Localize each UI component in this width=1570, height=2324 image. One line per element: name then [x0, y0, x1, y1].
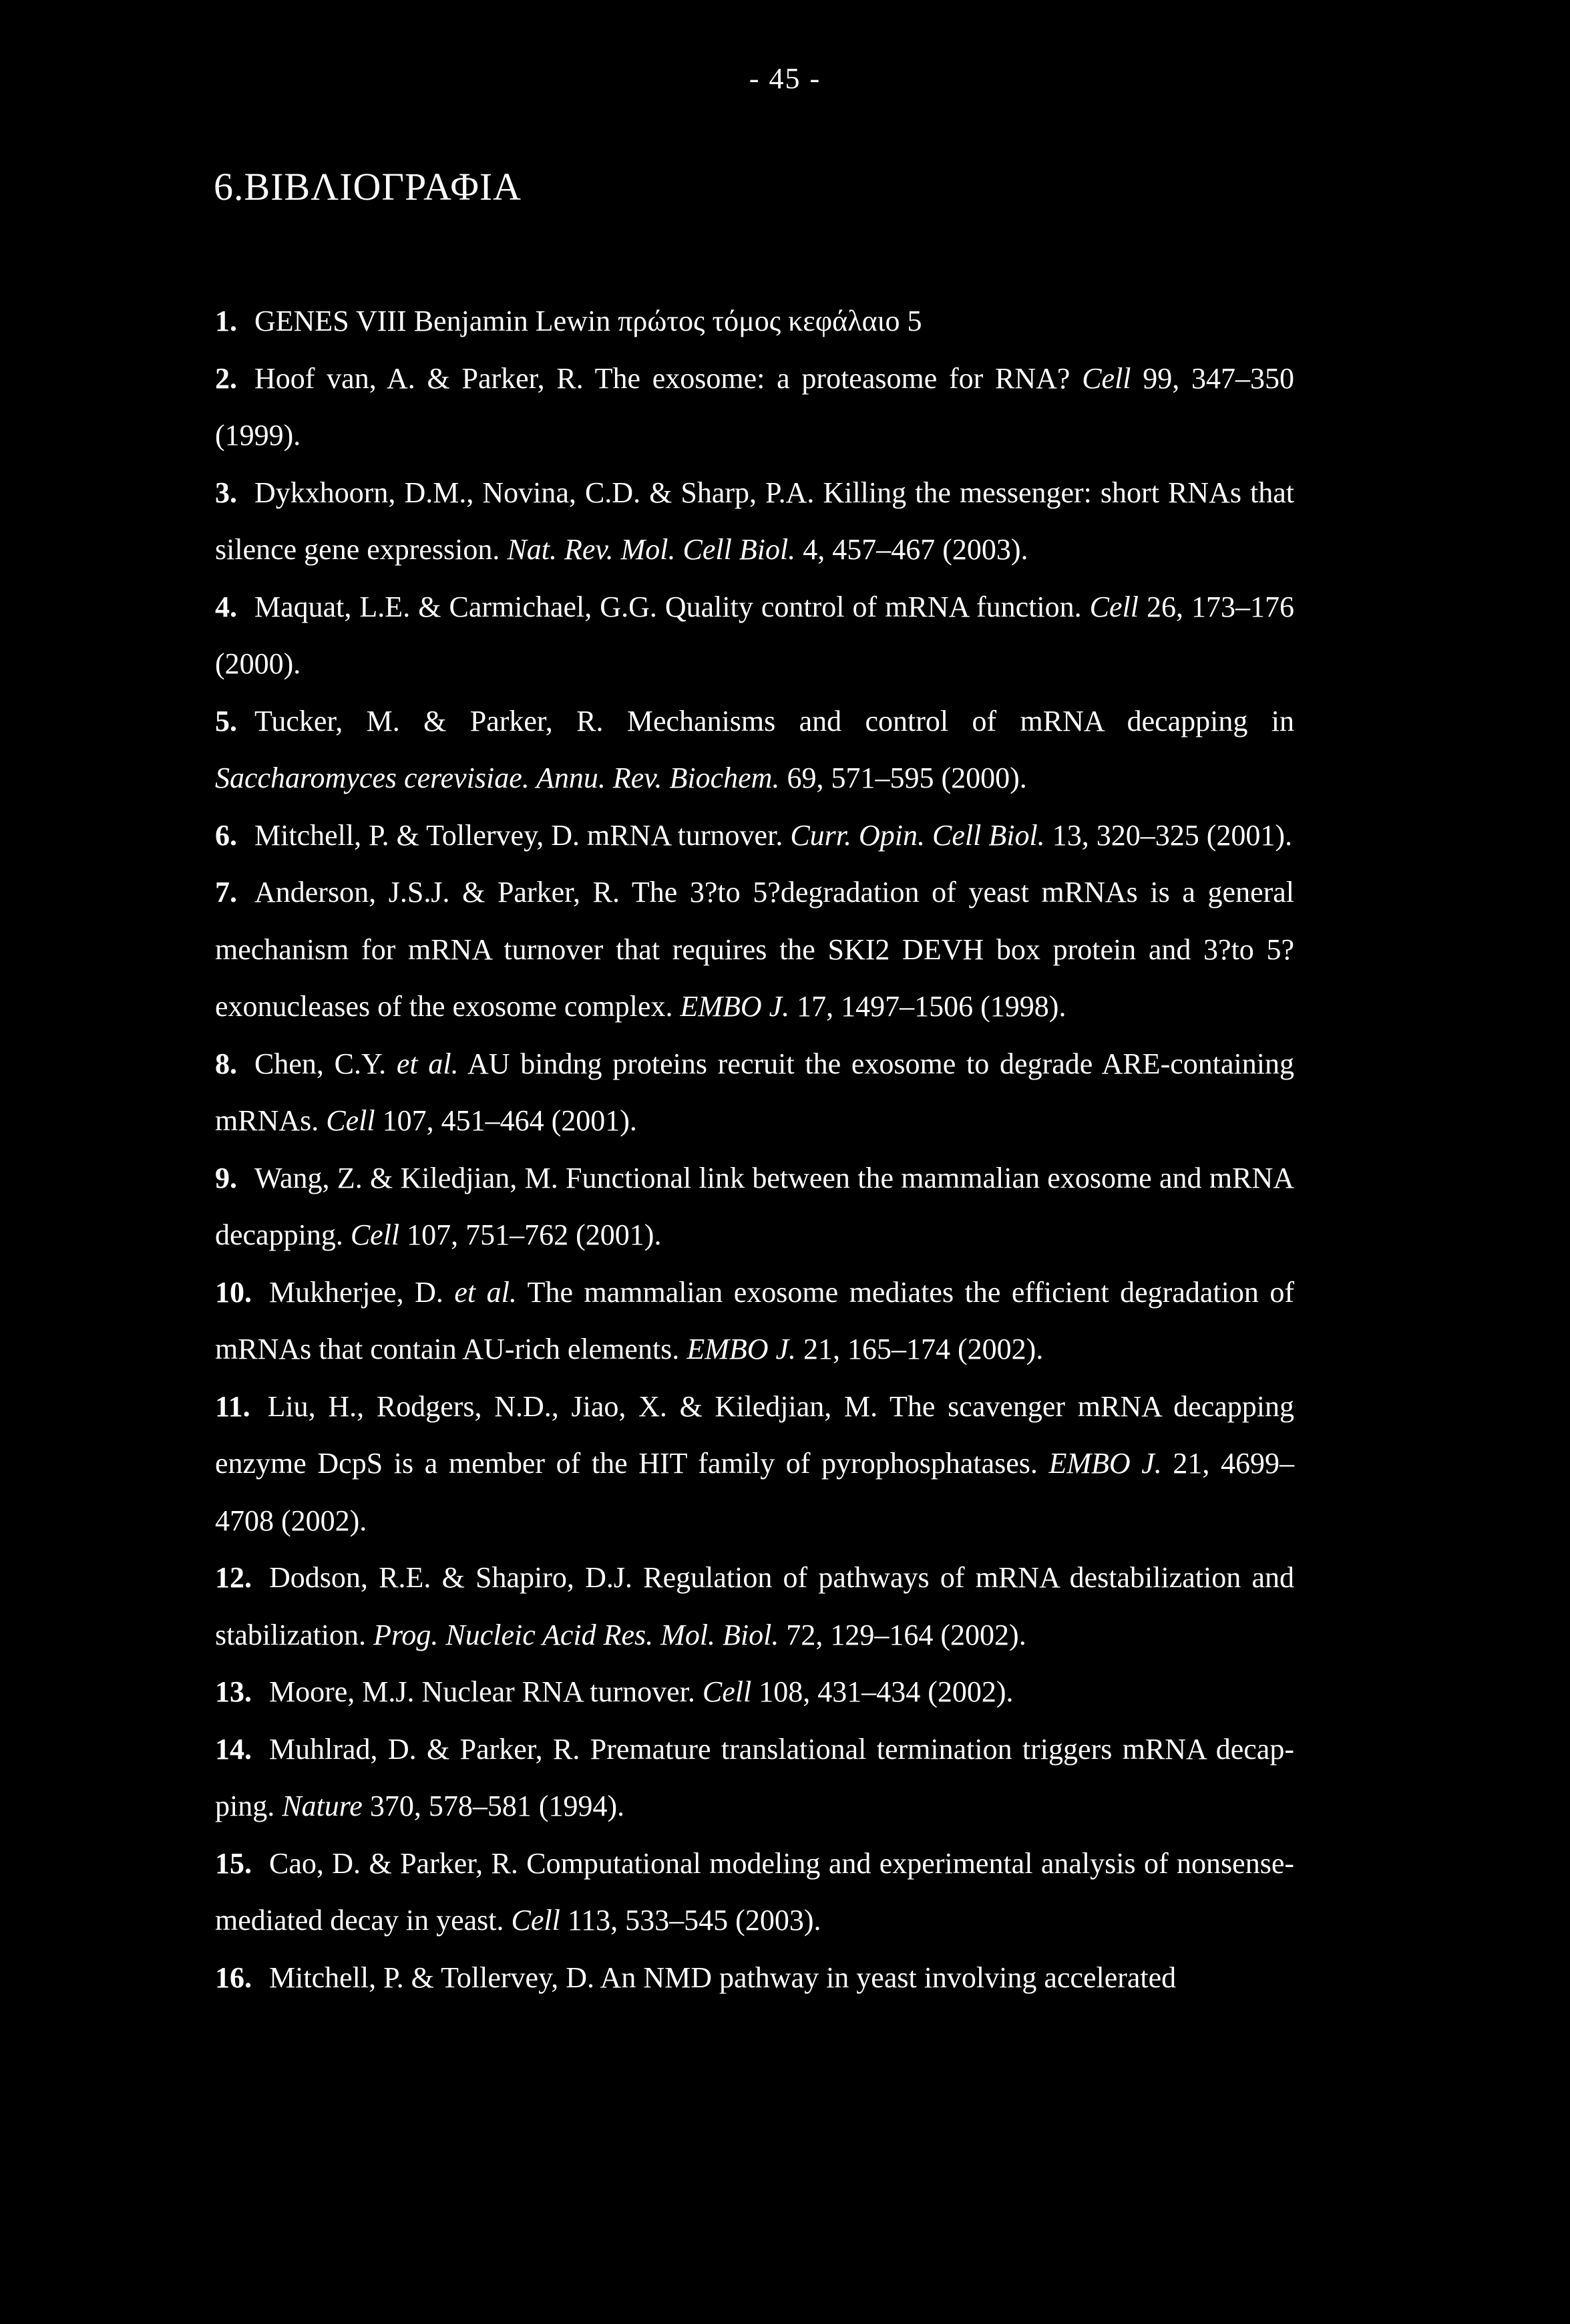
reference-item [215, 1663, 1294, 1721]
reference-text: 99, 347–350 (1999). [215, 361, 1295, 452]
reference-item [215, 1035, 1294, 1150]
reference-item [215, 807, 1294, 864]
reference-text: The mammalian exosome mediates the efficient degradation of mRNAs that contain AU-rich elements. [215, 1275, 1295, 1365]
reference-item [215, 1378, 1294, 1550]
reference-item [215, 1949, 1294, 2007]
reference-text: Moore, M.J. Nuclear RNA turnover. [269, 1675, 703, 1708]
reference-number: 12. [215, 1561, 252, 1594]
reference-journal-italic: Nat. Rev. Mol. Cell Biol. [507, 533, 796, 566]
reference-text: Dodson, R.E. & Shapiro, D.J. Regulation of pathways of mRNA destabilization and stabilization. [215, 1561, 1294, 1651]
reference-text: Maquat, L.E. & Carmichael, G.G. Quality control of mRNA function. [254, 590, 1090, 623]
reference-journal-italic: Cell [511, 1904, 560, 1937]
reference-number: 10. [215, 1275, 252, 1309]
reference-text: Anderson, J.S.J. & Parker, R. The 3?to 5?degradation of yeast mRNAs is a general mechanism for mRNA turnover that requires the SKI2 DEVH box protein and 3?to 5? exonucleases of the exosome complex. [215, 876, 1294, 1023]
reference-journal-italic: Cell [1082, 361, 1131, 395]
reference-text: AU bindng proteins recruit the exosome to degrade ARE-containing mRNAs. [215, 1047, 1294, 1137]
reference-item [215, 293, 1294, 350]
reference-text: 108, 431–434 (2002). [751, 1675, 1014, 1708]
reference-journal-italic: EMBO J. [686, 1333, 797, 1365]
reference-text: 21, 165–174 (2002). [796, 1333, 1044, 1365]
reference-item [215, 350, 1294, 464]
reference-number: 11. [215, 1389, 250, 1423]
reference-text: Mitchell, P. & Tollervey, D. mRNA turnover. [254, 818, 791, 852]
reference-journal-italic: et al. [396, 1047, 459, 1080]
reference-number: 8. [215, 1047, 237, 1080]
reference-text: 21, 4699–4708 (2002). [215, 1447, 1294, 1537]
reference-text: 69, 571–595 (2000). [779, 762, 1027, 794]
reference-number: 3. [215, 476, 237, 509]
reference-number: 15. [215, 1846, 252, 1880]
reference-journal-italic: Nature [282, 1790, 363, 1822]
reference-journal-italic: Cell [1089, 590, 1139, 623]
reference-text: 107, 751–762 (2001). [399, 1218, 662, 1251]
reference-item [215, 864, 1294, 1035]
reference-journal-italic: Cell [350, 1218, 400, 1251]
section-title: 6.ΒΙΒΛΙΟΓΡΑΦΙΑ [214, 165, 522, 208]
reference-number: 5. [215, 704, 237, 737]
reference-text: Chen, C.Y. [254, 1047, 397, 1080]
reference-text: Mukherjee, D. [269, 1275, 455, 1309]
reference-text: 4, 457–467 (2003). [795, 533, 1028, 566]
reference-text: 370, 578–581 (1994). [362, 1790, 625, 1822]
reference-text: 13, 320–325 (2001). [1044, 818, 1292, 852]
reference-item [215, 1150, 1294, 1264]
reference-text: 107, 451–464 (2001). [375, 1104, 637, 1137]
reference-text: 26, 173–176 (2000). [215, 590, 1294, 680]
reference-text: Muhlrad, D. & Parker, R. Premature translational termination triggers mRNA decap-ping. [215, 1732, 1294, 1822]
reference-text: 17, 1497–1506 (1998). [789, 990, 1066, 1023]
reference-number: 9. [215, 1161, 237, 1194]
reference-item [215, 578, 1294, 693]
reference-journal-italic: Prog. Nucleic Acid Res. Mol. Biol. [373, 1618, 779, 1651]
reference-number: 16. [215, 1961, 252, 1994]
reference-text: 72, 129–164 (2002). [779, 1618, 1026, 1651]
reference-item [215, 693, 1294, 807]
reference-journal-italic: EMBO J. [680, 990, 790, 1023]
reference-text: 113, 533–545 (2003). [560, 1904, 821, 1937]
page-number: - 45 - [749, 62, 821, 95]
reference-text: Wang, Z. & Kiledjian, M. Functional link between the mammalian exosome and mRNA decapping. [215, 1161, 1294, 1251]
reference-text: Dykxhoorn, D.M., Novina, C.D. & Sharp, P.A. Killing the messenger: short RNAs that silence gene expression. [215, 476, 1294, 566]
reference-journal-italic: et al. [454, 1275, 517, 1309]
reference-journal-italic: Cell [326, 1104, 375, 1137]
reference-number: 14. [215, 1732, 252, 1766]
reference-journal-italic: Saccharomyces cerevisiae. Annu. Rev. Biochem. [215, 762, 780, 794]
reference-journal-italic: Cell [702, 1675, 752, 1708]
reference-item [215, 1549, 1294, 1663]
reference-number: 1. [215, 305, 237, 337]
reference-text: GENES VIII Benjamin Lewin πρώτος τόμος κεφάλαιο 5 [254, 305, 922, 337]
reference-number: 2. [215, 361, 237, 395]
reference-text: Tucker, M. & Parker, R. Mechanisms and control of mRNA decapping in [254, 704, 1294, 737]
reference-text: Liu, H., Rodgers, N.D., Jiao, X. & Kiledjian, M. The scavenger mRNA decapping enzyme DcpS is a member of the HIT family of pyrophosphatases. [215, 1389, 1294, 1480]
reference-number: 7. [215, 876, 237, 908]
reference-number: 6. [215, 818, 237, 852]
reference-journal-italic: Curr. Opin. Cell Biol. [790, 818, 1045, 852]
reference-list [215, 293, 1294, 2006]
reference-journal-italic: EMBO J. [1048, 1447, 1162, 1480]
reference-number: 13. [215, 1675, 252, 1708]
reference-item [215, 464, 1294, 578]
reference-text: Hoof van, A. & Parker, R. The exosome: a proteasome for RNA? [254, 361, 1083, 395]
reference-item [215, 1835, 1294, 1949]
reference-item [215, 1264, 1294, 1378]
reference-text: Cao, D. & Parker, R. Computational modeling and experimental analysis of nonsense-mediated decay in yeast. [215, 1846, 1294, 1937]
reference-text: Mitchell, P. & Tollervey, D. An NMD pathway in yeast involving accelerated [269, 1961, 1177, 1994]
reference-item [215, 1721, 1294, 1835]
reference-number: 4. [215, 590, 237, 623]
